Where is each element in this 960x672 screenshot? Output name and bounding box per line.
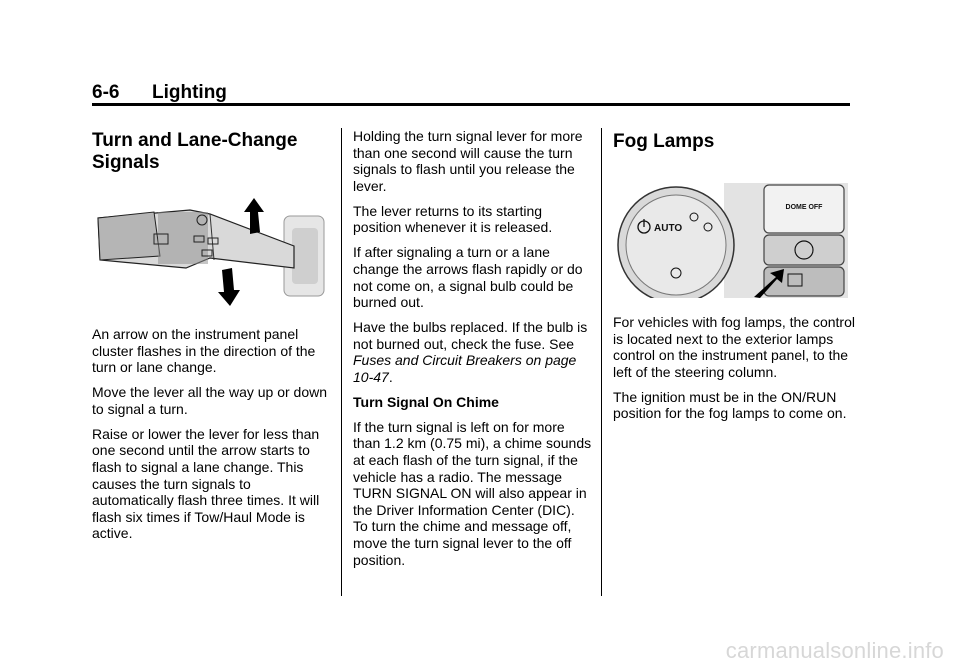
paragraph: If the turn signal is left on for more than 1.2 km (0.75 mi), a chime sounds at each flash of the turn signal, if the vehicle has a radio. The message TURN SIGNAL ON will also appear in the Driver Information Center (DIC). To turn the chime and message off, move the turn signal lever to the off position.: [353, 418, 592, 568]
fog-lamp-control-illustration: [614, 183, 848, 298]
column-1: [92, 128, 332, 174]
column-2: [353, 128, 593, 577]
column-1-body: [92, 326, 332, 550]
column-divider: [601, 128, 602, 596]
paragraph: Move the lever all the way up or down to signal a turn.: [92, 384, 328, 417]
heading-turn-signals-line1: Turn and Lane-Change: [92, 130, 298, 151]
cross-reference-link[interactable]: Fuses and Circuit Breakers on page 10-47: [353, 352, 577, 385]
heading-fog-lamps: Fog Lamps: [613, 131, 715, 152]
paragraph: Raise or lower the lever for less than one second until the arrow starts to flash to signal a lane change. This causes the turn signals to automatically flash three times. It will flash six times if Tow/Haul Mode is active.: [92, 425, 320, 542]
subheading-turn-signal-chime: Turn Signal On Chime: [353, 393, 499, 410]
auto-label: AUTO: [654, 223, 683, 234]
column-divider: [341, 128, 342, 596]
paragraph: The ignition must be in the ON/RUN position for the fog lamps to come on.: [613, 388, 847, 422]
paragraph: The lever returns to its starting position whenever it is released.: [353, 202, 553, 236]
column-3-body: [613, 314, 858, 430]
column-3: [613, 128, 858, 153]
heading-turn-signals-line2: Signals: [92, 152, 160, 173]
dome-off-label: DOME OFF: [785, 204, 823, 211]
page-header: [92, 78, 850, 106]
page-number: 6-6: [92, 82, 120, 103]
paragraph: Holding the turn signal lever for more than one second will cause the turn signals to flash until you release the lever.: [353, 128, 583, 194]
watermark: carmanualsonline.info: [725, 638, 944, 663]
section-title: Lighting: [152, 82, 227, 103]
paragraph: If after signaling a turn or a lane change the arrows flash rapidly or do not come on, a signal bulb could be burned out.: [353, 244, 583, 311]
turn-signal-lever-illustration: [94, 198, 326, 308]
paragraph-text: Have the bulbs replaced. If the bulb is not burned out, check the fuse. See: [353, 319, 588, 352]
paragraph-end: .: [388, 368, 393, 385]
paragraph: For vehicles with fog lamps, the control is located next to the exterior lamps control on the instrument panel, to the left of the steering column.: [613, 314, 855, 380]
paragraph: An arrow on the instrument panel cluster flashes in the direction of the turn or lane change.: [92, 326, 316, 376]
paragraph: [353, 319, 593, 385]
